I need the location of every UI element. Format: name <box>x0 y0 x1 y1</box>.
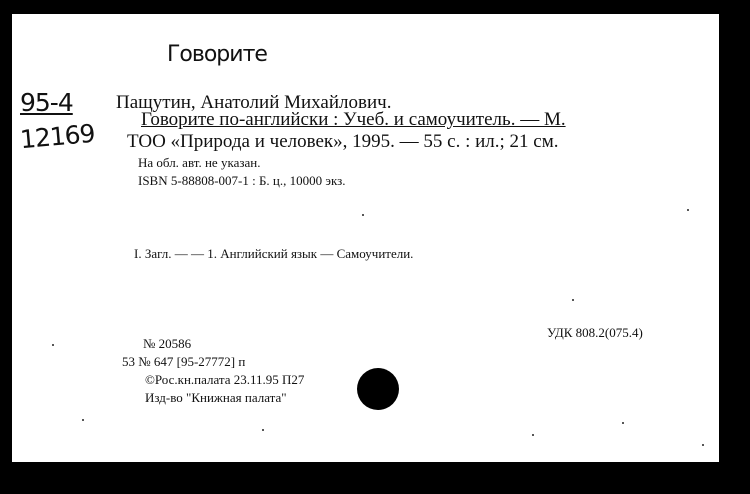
cover-note: На обл. авт. не указан. <box>138 155 261 170</box>
catalog-card <box>12 14 719 462</box>
speck <box>82 419 84 421</box>
title-line: Говорите по-английски : Учеб. и самоучитель. — М. <box>141 109 566 130</box>
speck <box>532 434 534 436</box>
handwritten-shelf-mark: 95-4 <box>20 88 73 117</box>
registration-line: 53 № 647 [95-27772] п <box>122 354 246 369</box>
handwritten-number: 12169 <box>18 118 96 155</box>
publisher-line: ТОО «Природа и человек», 1995. — 55 с. : ил.; 21 см. <box>127 131 559 152</box>
record-number: № 20586 <box>143 336 192 351</box>
handwritten-title: Говорите <box>167 42 267 67</box>
speck <box>702 444 704 446</box>
publisher-imprint: Изд-во "Книжная палата" <box>145 390 287 405</box>
speck <box>262 429 264 431</box>
subject-headings: I. Загл. — — 1. Английский язык — Самоучители. <box>134 246 414 261</box>
copyright-line: ©Рос.кн.палата 23.11.95 П27 <box>145 372 305 387</box>
speck <box>572 299 574 301</box>
speck <box>687 209 689 211</box>
author-line: Пащутин, Анатолий Михайлович. <box>116 92 392 113</box>
udc-code: УДК 808.2(075.4) <box>547 325 643 340</box>
speck <box>362 214 364 216</box>
speck <box>52 344 54 346</box>
punch-hole <box>357 368 399 410</box>
speck <box>622 422 624 424</box>
isbn-line: ISBN 5-88808-007-1 : Б. ц., 10000 экз. <box>138 173 346 188</box>
